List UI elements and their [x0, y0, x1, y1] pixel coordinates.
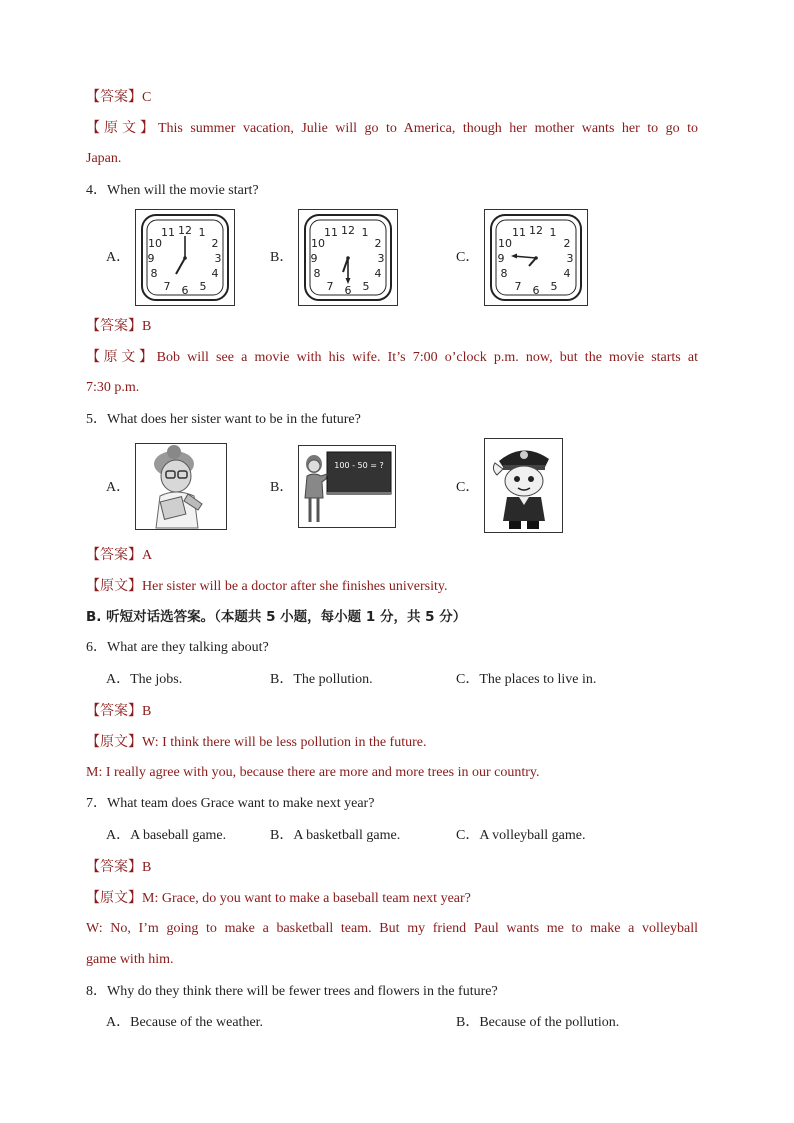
answer-value: A	[142, 548, 153, 563]
clock-7-00-picture	[135, 209, 235, 306]
q4-script-line2: 7:30 p.m.	[86, 380, 140, 395]
q3-script-line2: Japan.	[86, 151, 122, 166]
svg-text:1: 1	[549, 226, 557, 239]
svg-text:11: 11	[324, 226, 338, 239]
q6-question: 6．What are they talking about?	[86, 640, 269, 655]
answer-label: 【答案】	[86, 547, 142, 563]
q5-question: 5．What does her sister want to be in the future?	[86, 412, 361, 427]
teacher-picture	[298, 445, 396, 528]
clock-icon	[485, 210, 587, 305]
q6-script-line1	[86, 733, 426, 752]
q7-question: 7．What team does Grace want to make next year?	[86, 796, 375, 811]
clock-icon	[299, 210, 397, 305]
answer-label: 【答案】	[86, 859, 142, 875]
policeman-icon	[485, 439, 562, 532]
svg-text:10: 10	[498, 237, 512, 250]
clock-icon	[136, 210, 234, 305]
svg-text:12: 12	[529, 224, 543, 237]
q7-option-b: B．A basketball game.	[270, 828, 401, 843]
svg-text:2: 2	[563, 237, 571, 250]
svg-text:2: 2	[374, 237, 382, 250]
svg-text:11: 11	[512, 226, 526, 239]
q6-option-b: B．The pollution.	[270, 672, 373, 687]
svg-text:12: 12	[178, 224, 192, 237]
script-text: W: I think there will be less pollution in the future.	[142, 735, 427, 750]
script-label: 【原文】	[86, 890, 142, 906]
svg-text:7: 7	[514, 280, 522, 293]
q4-option-a-letter: A．	[106, 250, 131, 265]
q6-answer-line	[86, 702, 151, 721]
clock-9-15-picture	[484, 209, 588, 306]
answer-value: B	[142, 319, 152, 334]
script-text: Bob will see a movie with his wife. It’s 7:00 o’clock p.m. now, but the movie starts at	[156, 350, 699, 365]
answer-label: 【答案】	[86, 703, 142, 719]
svg-text:8: 8	[500, 267, 508, 280]
svg-text:7: 7	[163, 280, 171, 293]
q7-script-line3: game with him.	[86, 952, 174, 967]
answer-value: B	[142, 704, 152, 719]
svg-text:6: 6	[181, 284, 189, 297]
svg-text:3: 3	[214, 252, 222, 265]
q3-script-line1	[86, 119, 698, 138]
answer-value: B	[142, 860, 152, 875]
q4-option-b-letter: B．	[270, 250, 294, 265]
teacher-icon	[299, 446, 395, 527]
svg-text:3: 3	[566, 252, 574, 265]
svg-text:2: 2	[211, 237, 219, 250]
svg-text:9: 9	[147, 252, 155, 265]
svg-text:7: 7	[326, 280, 334, 293]
script-label: 【原文】	[86, 734, 142, 750]
svg-text:4: 4	[211, 267, 219, 280]
q5-option-a-letter: A．	[106, 480, 131, 495]
svg-text:9: 9	[497, 252, 505, 265]
answer-label: 【答案】	[86, 89, 142, 105]
q7-answer-line	[86, 858, 151, 877]
svg-text:5: 5	[199, 280, 207, 293]
svg-text:9: 9	[310, 252, 318, 265]
q4-option-c-letter: C．	[456, 250, 480, 265]
q8-option-a: A．Because of the weather.	[106, 1015, 264, 1030]
script-label: 【原文】	[86, 578, 142, 594]
svg-text:3: 3	[377, 252, 385, 265]
svg-text:1: 1	[198, 226, 206, 239]
doctor-icon	[136, 444, 226, 529]
q7-option-a: A．A baseball game.	[106, 828, 227, 843]
answer-value: C	[142, 90, 152, 105]
q3-answer-line	[86, 88, 151, 107]
svg-text:4: 4	[563, 267, 571, 280]
q5-answer-line	[86, 546, 152, 565]
q4-script-line1	[86, 348, 698, 367]
q4-answer-line	[86, 317, 151, 336]
svg-text:6: 6	[532, 284, 540, 297]
svg-text:5: 5	[362, 280, 370, 293]
answer-label: 【答案】	[86, 318, 142, 334]
doctor-picture	[135, 443, 227, 530]
svg-text:8: 8	[313, 267, 321, 280]
svg-text:10: 10	[148, 237, 162, 250]
svg-text:4: 4	[374, 267, 382, 280]
script-text: Her sister will be a doctor after she finishes university.	[142, 579, 448, 594]
section-b-heading: B. 听短对话选答案。（本题共 5 小题，每小题 1 分，共 5 分）	[86, 609, 467, 625]
script-label: 【原文】	[86, 349, 157, 365]
q7-script-line1	[86, 889, 471, 908]
q8-option-b: B．Because of the pollution.	[456, 1015, 620, 1030]
q5-option-c-letter: C．	[456, 480, 480, 495]
q5-script-line1	[86, 577, 447, 596]
svg-text:12: 12	[341, 224, 355, 237]
svg-text:11: 11	[161, 226, 175, 239]
clock-6-30-picture	[298, 209, 398, 306]
script-text: M: Grace, do you want to make a baseball team next year?	[142, 891, 471, 906]
q8-question: 8．Why do they think there will be fewer trees and flowers in the future?	[86, 984, 498, 999]
q6-script-line2: M: I really agree with you, because there are more and more trees in our country.	[86, 765, 540, 780]
q7-script-line2: W: No, I’m going to make a basketball team. But my friend Paul wants me to make a volleyball	[86, 921, 698, 936]
script-label: 【原文】	[86, 120, 158, 136]
q6-option-a: A．The jobs.	[106, 672, 183, 687]
q6-option-c: C．The places to live in.	[456, 672, 597, 687]
script-text: This summer vacation, Julie will go to America, though her mother wants her to go to	[157, 121, 699, 136]
svg-text:8: 8	[150, 267, 158, 280]
svg-text:6: 6	[344, 284, 352, 297]
blackboard-text: 100 - 50 = ?	[334, 461, 384, 470]
q7-option-c: C．A volleyball game.	[456, 828, 586, 843]
svg-text:10: 10	[311, 237, 325, 250]
svg-text:1: 1	[361, 226, 369, 239]
q5-option-b-letter: B．	[270, 480, 294, 495]
q4-question: 4．When will the movie start?	[86, 183, 259, 198]
policeman-picture	[484, 438, 563, 533]
svg-text:5: 5	[550, 280, 558, 293]
